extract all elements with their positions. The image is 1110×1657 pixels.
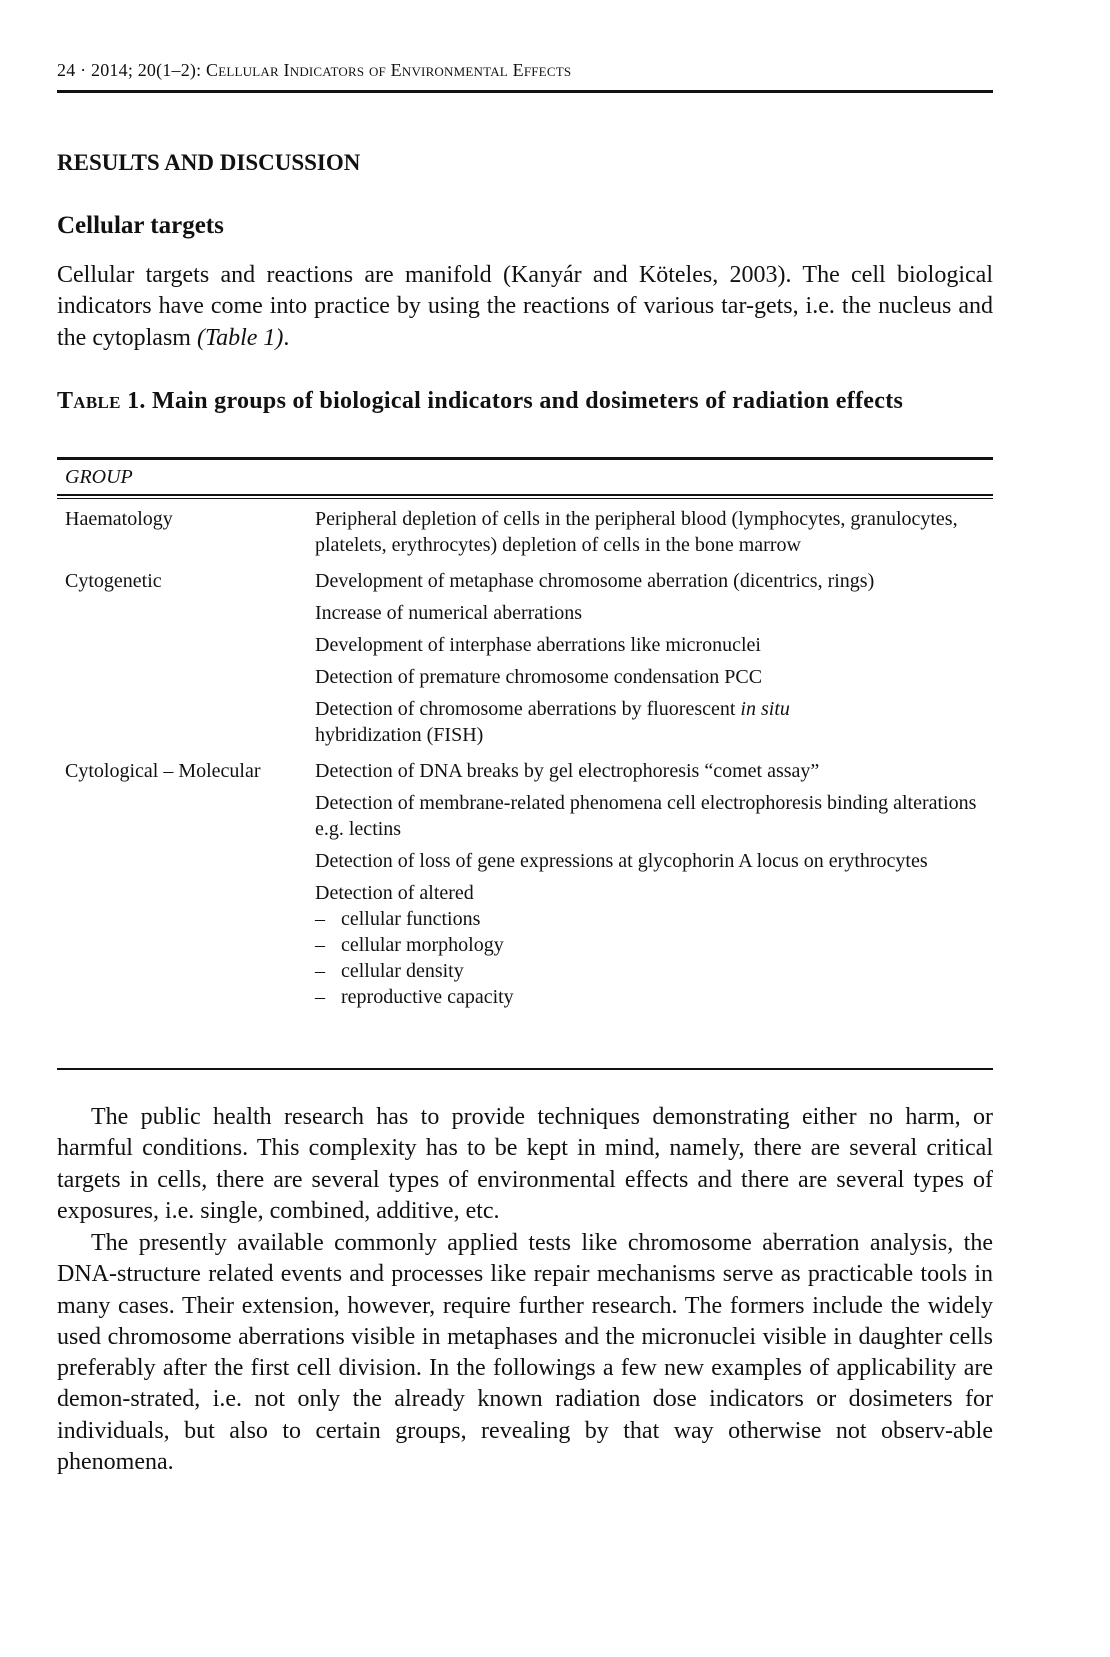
sub-item: – cellular morphology: [315, 934, 504, 956]
body-paragraph: The public health research has to provide techniques demonstrating either no harm, or harmful conditions. This complexity has to be kept in mind, namely, there are several critical targets in cells, there are several types of environmental effects and there are several types of exposures, i.e. single, combined, additive, etc.: [57, 1104, 993, 1224]
indicator-item: Increase of numerical aberrations: [315, 602, 583, 624]
indicator-item: Detection of loss of gene expressions at glycophorin A locus on erythrocytes: [315, 850, 928, 872]
group-cell: Cytological – Molecular: [65, 760, 261, 782]
journal-title: Cellular Indicators of Environmental Effects: [206, 60, 572, 80]
indicator-table: [57, 506, 993, 1020]
table-header-group: GROUP: [65, 466, 133, 488]
table-label: Table 1.: [57, 388, 146, 414]
indicator-cell: [315, 506, 993, 558]
separator: ·: [80, 60, 87, 80]
subsection-title: Cellular targets: [57, 212, 224, 239]
table-row: [57, 506, 993, 558]
table-header-rule-2: [57, 498, 993, 499]
indicator-item: Detection of altered – cellular functions – cellular morphology – cellular density – reproductive capacity: [315, 880, 993, 1010]
citation: 2014; 20(1–2):: [91, 60, 202, 80]
indicator-item: Detection of chromosome aberrations by fluorescent in situ hybridization (FISH): [315, 698, 790, 746]
table-caption: [57, 386, 993, 417]
table-top-rule: [57, 457, 993, 460]
section-title: RESULTS AND DISCUSSION: [57, 150, 361, 175]
body-paragraph: The presently available commonly applied tests like chromosome aberration analysis, the DNA-structure related events and processes like repair mechanisms serve as practicable tools in many cases. Their extension, however, require further research. The formers include the widely used chromosome aberrations visible in metaphases and the micronuclei visible in daughter cells preferably after the first cell division. In the followings a few new examples of applicability are demon-strated, i.e. not only the already known radiation dose indicators or dosimeters for individuals, but also to certain groups, revealing by that way otherwise not observ-able phenomena.: [57, 1230, 993, 1476]
header-rule: [57, 90, 993, 93]
indicator-item: Development of metaphase chromosome aberration (dicentrics, rings): [315, 570, 875, 592]
running-head: [57, 60, 993, 81]
intro-paragraph: Cellular targets and reactions are manifold (Kanyár and Köteles, 2003). The cell biological indicators have come into practice by using the reactions of various tar-gets, i.e. the nucleus and the cytoplasm (Table 1).: [57, 262, 993, 351]
sub-item: – cellular functions: [315, 908, 481, 930]
sub-item: – cellular density: [315, 960, 464, 982]
table-reference: (Table 1): [196, 324, 284, 351]
indicator-item: Detection of DNA breaks by gel electrophoresis “comet assay”: [315, 760, 820, 782]
indicator-item: Detection of membrane-related phenomena cell electrophoresis binding alterations e.g. lectins: [315, 792, 977, 840]
page-number: 24: [57, 60, 76, 80]
indicator-cell: [315, 568, 993, 748]
table-row: [57, 758, 993, 1010]
table-caption-text: Main groups of biological indicators and dosimeters of radiation effects: [145, 388, 904, 414]
group-cell: Cytogenetic: [65, 570, 162, 592]
table-header-rule: [57, 494, 993, 496]
indicator-item: Detection of premature chromosome condensation PCC: [315, 666, 763, 688]
sub-item: – reproductive capacity: [315, 986, 514, 1008]
indicator-cell: [315, 758, 993, 1010]
group-cell: Haematology: [65, 508, 173, 530]
indicator-item: Development of interphase aberrations like micronuclei: [315, 634, 761, 656]
indicator-item: Peripheral depletion of cells in the peripheral blood (lymphocytes, granulocytes, platelets, erythrocytes) depletion of cells in the bone marrow: [315, 508, 958, 556]
table-bottom-rule: [57, 1068, 993, 1070]
table-row: [57, 568, 993, 748]
